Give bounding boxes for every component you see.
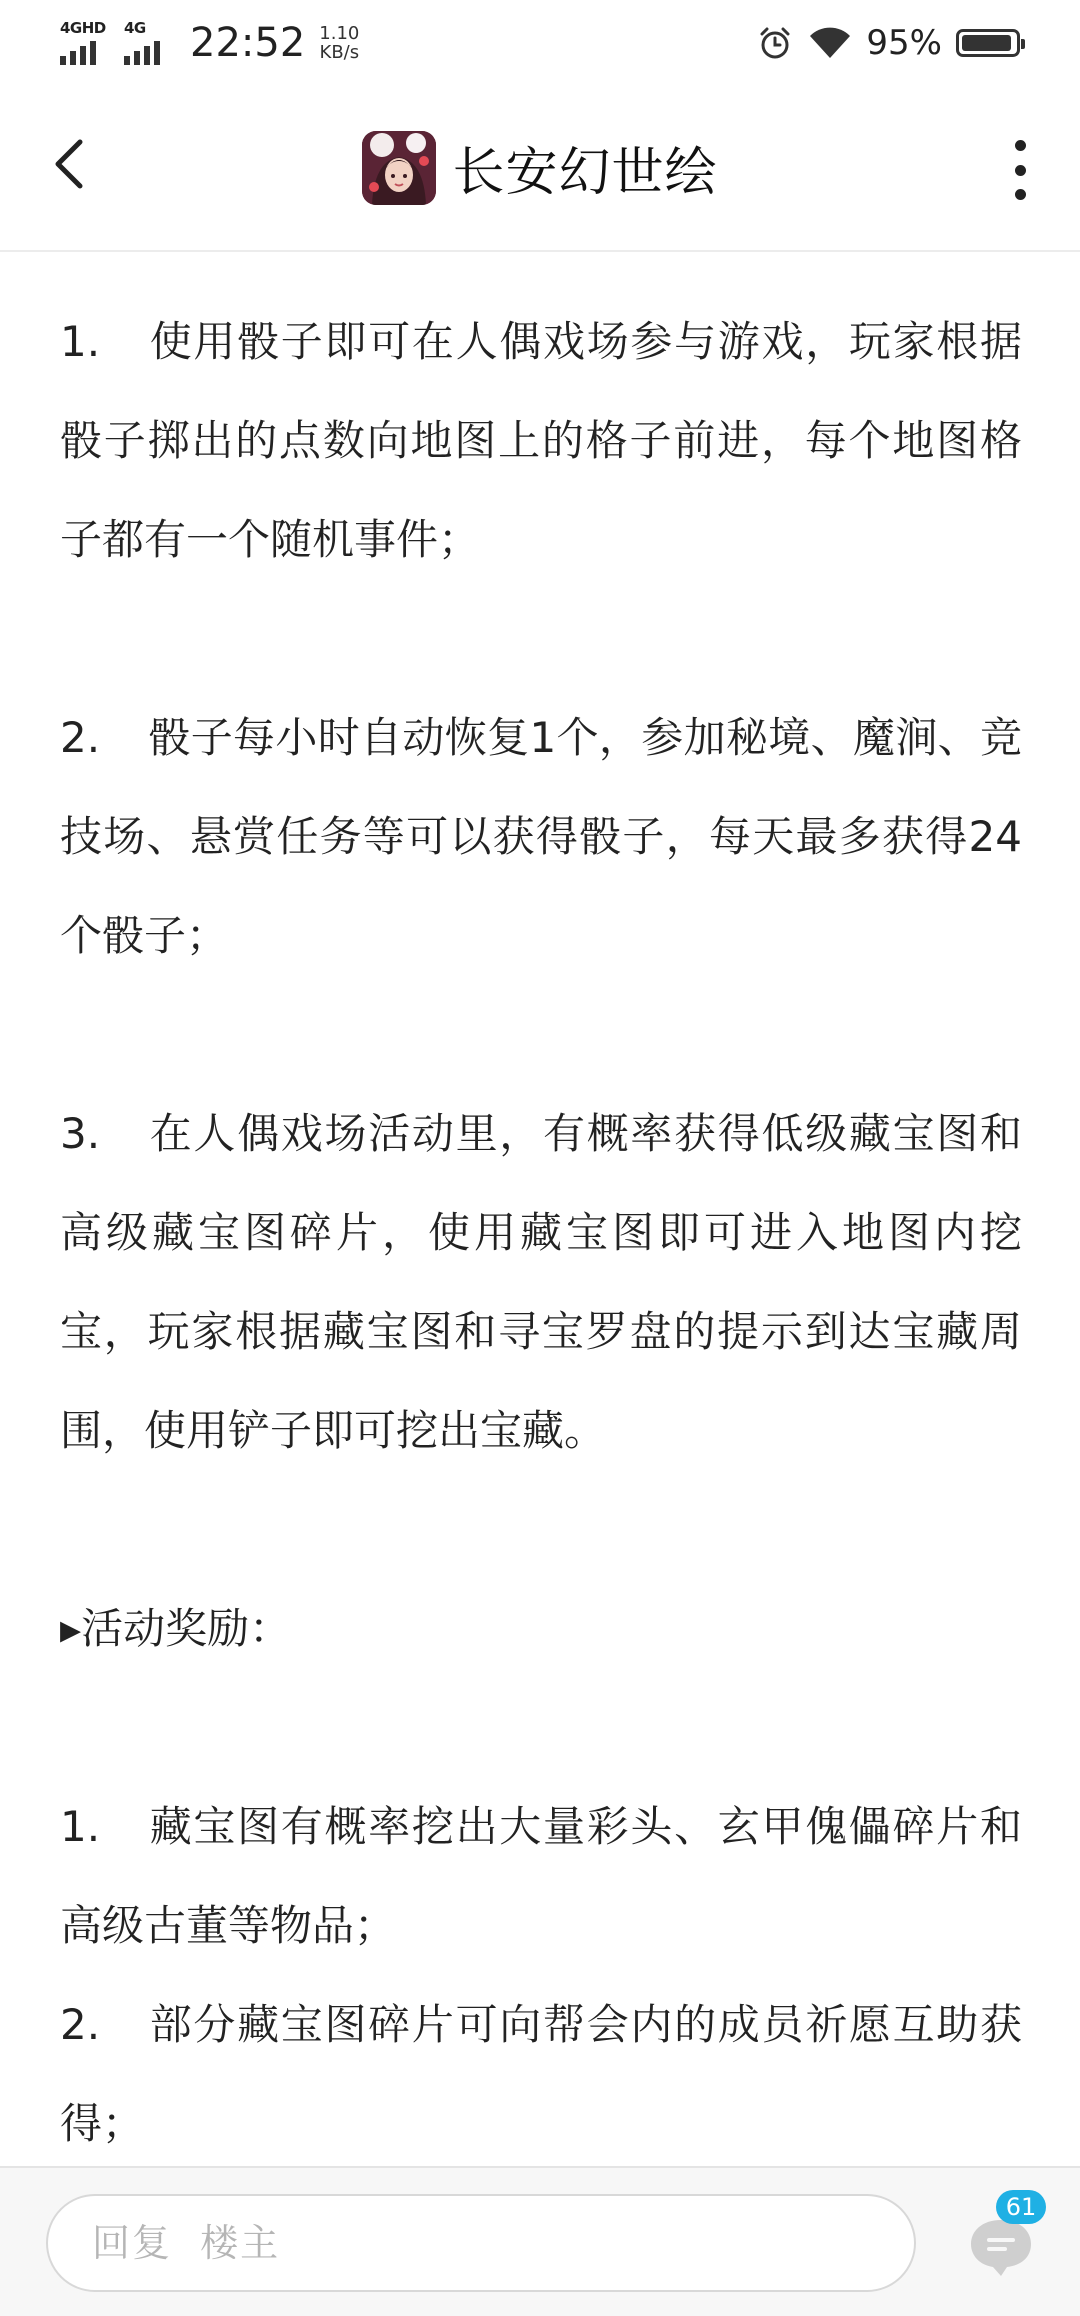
more-options-button[interactable] [1000,140,1040,200]
battery-icon [956,29,1020,57]
wifi-icon [808,26,852,60]
more-dot-icon [1015,189,1026,200]
alarm-icon [758,26,792,60]
game-avatar-icon[interactable] [362,131,436,205]
speed-value: 1.10 [319,23,360,44]
item-text: 部分藏宝图碎片可向帮会内的成员祈愿互助获得； [60,2000,1022,2148]
speed-unit: KB/s [319,42,360,63]
page-title: 长安幻世绘 [452,143,718,203]
item-number: 2. [60,713,101,762]
network-type-1: 4GHD [60,19,106,37]
clock: 22:52 [190,20,306,66]
reply-input[interactable] [46,2194,916,2292]
post-content [60,292,1022,2173]
item-number: 3. [60,1109,101,1158]
reward-item-2 [60,1975,1022,2173]
signal-4g-icon [124,21,178,65]
signal-4ghd-icon [60,21,114,65]
section-heading: ▸活动奖励： [60,1604,292,1653]
item-text: 使用骰子即可在人偶戏场参与游戏，玩家根据骰子掷出的点数向地图上的格子前进，每个地图格子都有一个随机事件； [60,317,1022,564]
app-header [0,84,1080,252]
item-text: 在人偶戏场活动里，有概率获得低级藏宝图和高级藏宝图碎片，使用藏宝图即可进入地图内挖宝，玩家根据藏宝图和寻宝罗盘的提示到达宝藏周围，使用铲子即可挖出宝藏。 [60,1109,1022,1455]
network-type-2: 4G [124,19,146,37]
item-text: 骰子每小时自动恢复1个，参加秘境、魔涧、竞技场、悬赏任务等可以获得骰子，每天最多获得24个骰子； [60,713,1022,960]
network-speed [319,24,359,62]
item-number: 2. [60,2000,101,2049]
rule-item-1 [60,292,1022,589]
item-text: 藏宝图有概率挖出大量彩头、玄甲傀儡碎片和高级古董等物品； [60,1802,1022,1950]
item-number: 1. [60,1802,101,1851]
reward-item-1 [60,1777,1022,1975]
item-number: 1. [60,317,101,366]
status-bar [0,0,1080,84]
rule-item-2 [60,688,1022,985]
more-dot-icon [1015,140,1026,151]
comment-count-badge: 61 [996,2190,1046,2224]
battery-fill [962,35,1011,51]
more-dot-icon [1015,165,1026,176]
battery-percent: 95% [866,23,942,63]
rule-item-3 [60,1084,1022,1480]
reply-bar [0,2166,1080,2316]
